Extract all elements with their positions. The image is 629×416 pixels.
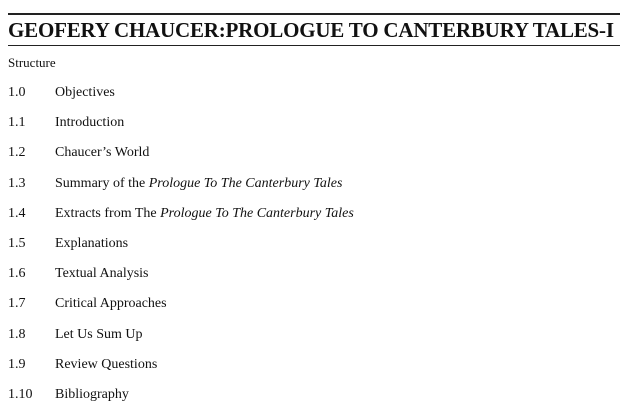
page-title: GEOFERY CHAUCER:PROLOGUE TO CANTERBURY TALES-I (8, 18, 614, 42)
toc-item (8, 235, 608, 265)
toc-item-plain-text: Chaucer’s World (55, 145, 150, 161)
toc-item-number: 1.10 (8, 386, 33, 402)
toc-item-plain-text: Bibliography (55, 386, 129, 402)
toc-item (8, 326, 608, 356)
toc-item (8, 356, 608, 386)
toc-item (8, 84, 608, 114)
toc-item-number: 1.2 (8, 145, 26, 161)
title-bottom-rule (8, 45, 620, 46)
toc-item (8, 386, 608, 416)
toc-item-text (55, 326, 143, 344)
toc-item-number: 1.8 (8, 326, 26, 342)
toc-item (8, 175, 608, 205)
toc-item-italic-text: Prologue To The Canterbury Tales (148, 175, 343, 191)
toc-item-plain-text: Critical Approaches (55, 296, 167, 312)
toc-item-text (55, 144, 149, 162)
toc-item-number: 1.1 (8, 115, 26, 131)
toc-item (8, 295, 608, 325)
table-of-contents (8, 84, 608, 416)
toc-item-number: 1.0 (8, 85, 26, 100)
toc-item-plain-text: Introduction (55, 115, 125, 131)
toc-item-plain-text: Explanations (55, 235, 129, 251)
toc-item-text (55, 265, 149, 283)
toc-item-number: 1.5 (8, 235, 26, 251)
toc-item-number: 1.7 (8, 296, 26, 312)
toc-item-text (55, 205, 354, 223)
toc-item-text (55, 235, 128, 253)
toc-item-plain-text: Review Questions (55, 356, 158, 372)
toc-item-text (55, 386, 129, 404)
toc-item (8, 205, 608, 235)
toc-item-text (55, 295, 167, 313)
toc-item-text (55, 114, 124, 132)
toc-item-text (55, 84, 115, 102)
toc-item-text (55, 356, 157, 374)
toc-item-plain-text: Objectives (55, 85, 115, 100)
toc-item-text (55, 175, 342, 193)
toc-item-italic-text: Prologue To The Canterbury Tales (160, 205, 354, 221)
toc-item-number: 1.6 (8, 266, 26, 282)
toc-item-plain-text: Let Us Sum Up (55, 326, 143, 342)
structure-label: Structure (8, 55, 56, 70)
toc-item (8, 114, 608, 144)
toc-item-plain-text: Summary of the (55, 175, 149, 191)
toc-item (8, 144, 608, 174)
toc-item-plain-text: Extracts from The (55, 205, 161, 221)
toc-item-plain-text: Textual Analysis (55, 266, 149, 282)
toc-item-number: 1.3 (8, 175, 26, 191)
toc-item-number: 1.9 (8, 356, 26, 372)
toc-item-number: 1.4 (8, 205, 26, 221)
toc-item (8, 265, 608, 295)
